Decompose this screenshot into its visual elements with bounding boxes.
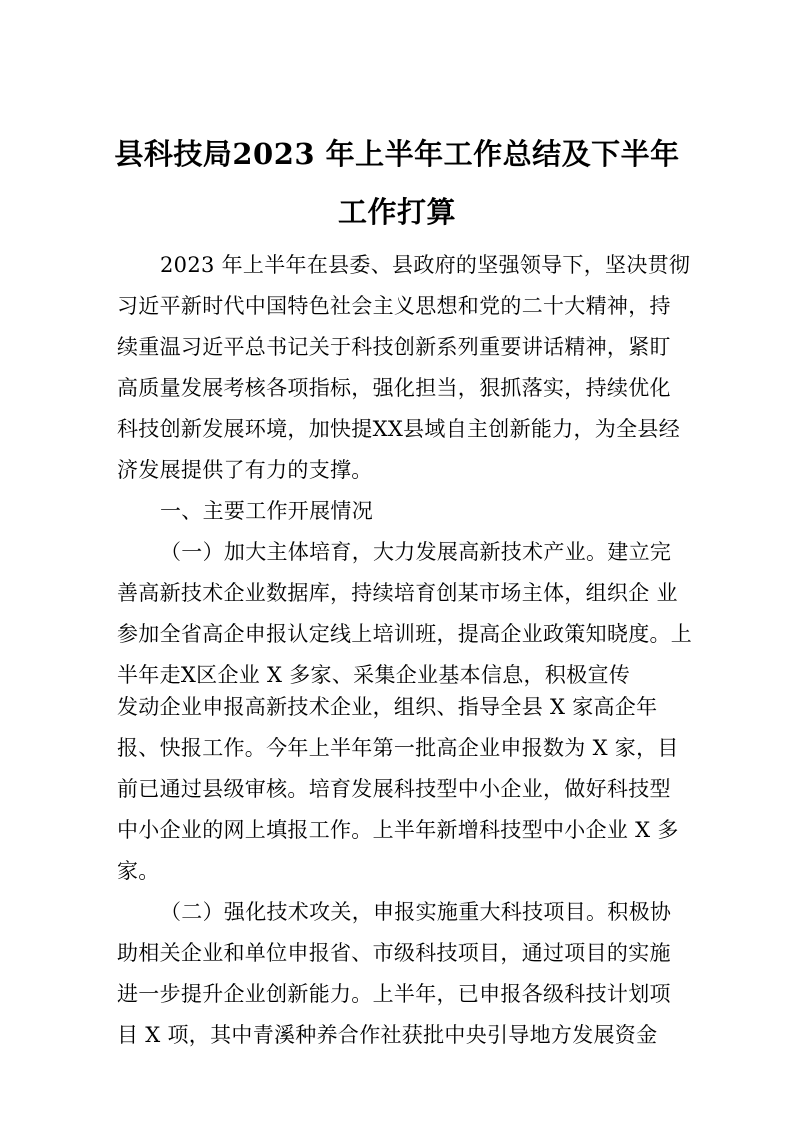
body-line: 高质量发展考核各项指标，强化担当，狠抓落实，持续优化 (117, 376, 671, 400)
subsection-heading-line: （二）强化技术攻关，申报实施重大科技项目。积极协 (160, 900, 672, 924)
body-line: 济发展提供了有力的支撑。 (117, 458, 373, 482)
body-line: 助相关企业和单位申报省、市级科技项目，通过项目的实施 (117, 941, 671, 965)
subsection-heading-line: （一）加大主体培育，大力发展高新技术产业。建立完 (160, 540, 672, 564)
body-line: 习近平新时代中国特色社会主义思想和党的二十大精神，持 (117, 294, 671, 318)
body-line: 目 X 项，其中青溪种养合作社获批中央引导地方发展资金 (117, 1023, 658, 1047)
body-line: 发动企业申报高新技术企业，组织、指导全县 X 家高企年 (117, 695, 658, 719)
section-heading: 一、主要工作开展情况 (160, 499, 373, 523)
body-line: 进一步提升企业创新能力。上半年，已申报各级科技计划项 (117, 982, 671, 1006)
body-line: 半年走X区企业 X 多家、采集企业基本信息，积极宣传 (117, 663, 631, 687)
body-line: 续重温习近平总书记关于科技创新系列重要讲话精神，紧盯 (117, 335, 671, 359)
document-title-line-1: 县科技局2023 年上半年工作总结及下半年 (114, 137, 680, 171)
body-line: 参加全省高企申报认定线上培训班，提高企业政策知晓度。上 (117, 622, 693, 646)
body-line: 报、快报工作。今年上半年第一批高企业申报数为 X 家，目 (117, 736, 679, 760)
body-line: 2023 年上半年在县委、县政府的坚强领导下，坚决贯彻 (160, 253, 691, 277)
body-line: 善高新技术企业数据库，持续培育创某市场主体，组织企 业 (117, 581, 678, 605)
document-title-line-2: 工作打算 (337, 195, 456, 229)
body-line: 家。 (117, 859, 160, 883)
body-line: 前已通过县级审核。培育发展科技型中小企业，做好科技型 (117, 777, 671, 801)
body-line: 中小企业的网上填报工作。上半年新增科技型中小企业 X 多 (117, 818, 679, 842)
body-line: 科技创新发展环境，加快提XX县域自主创新能力，为全县经 (117, 417, 680, 441)
